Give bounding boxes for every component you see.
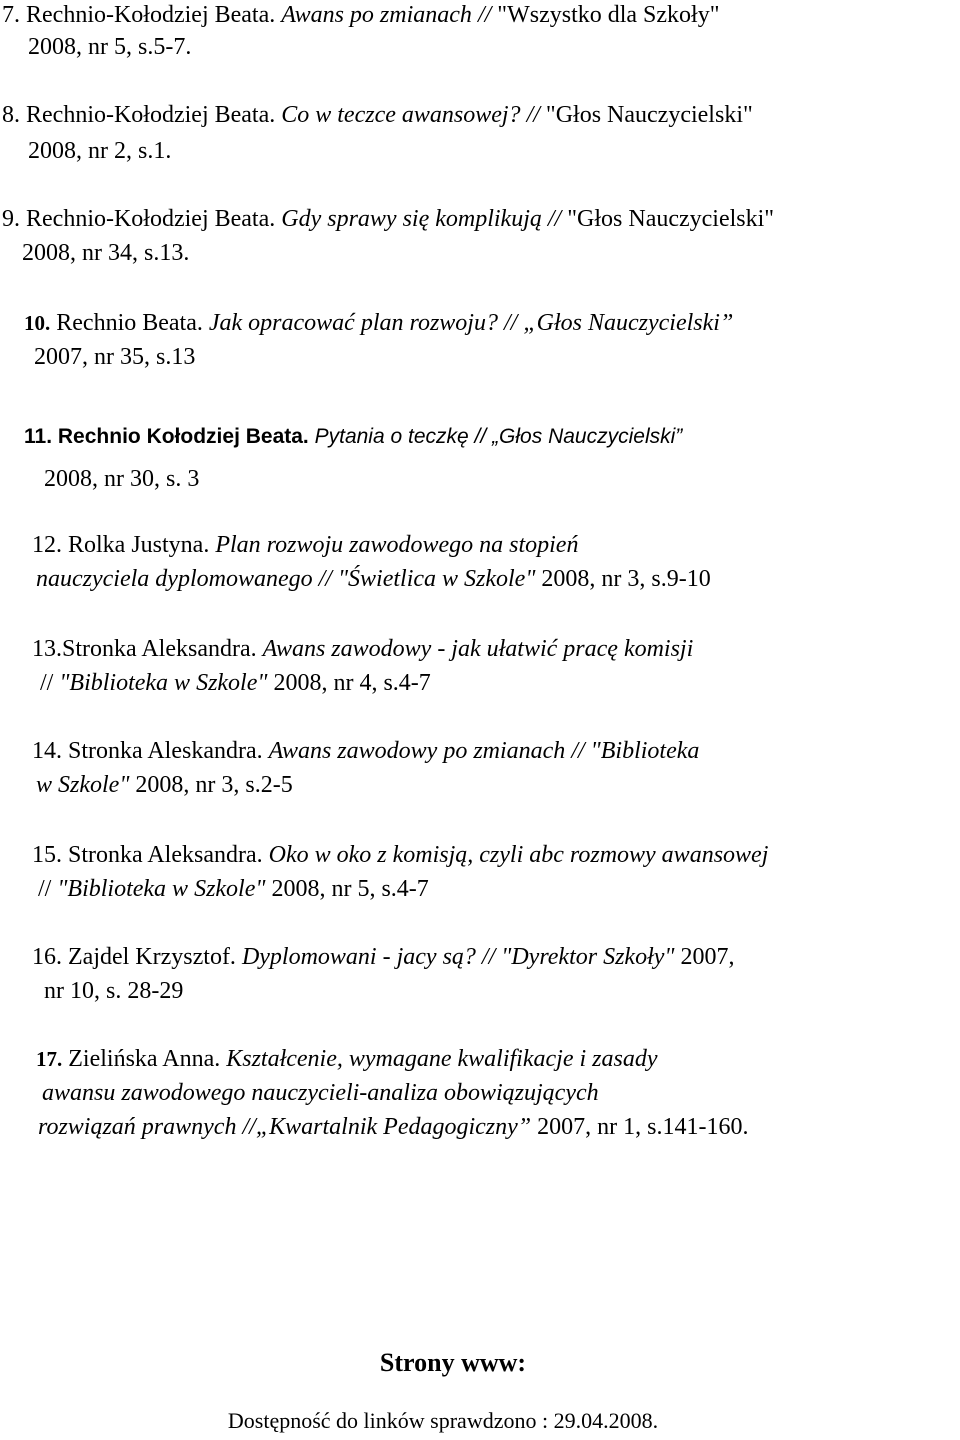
entry-separator: // <box>571 738 585 764</box>
entry-author: Rechnio Beata. <box>56 310 203 336</box>
entry-title-continued: awansu zawodowego nauczycieli-analiza obowiązujących <box>42 1080 599 1106</box>
entry-author: Rechnio Kołodziej Beata. <box>57 425 309 448</box>
entry-source: "Dyrektor Szkoły" <box>501 944 675 970</box>
entry-number: 8. <box>2 102 20 128</box>
entry-title: Awans zawodowy po zmianach <box>268 738 566 764</box>
entry-details: 2008, nr 5, s.5-7. <box>28 34 192 60</box>
entry-author: Zajdel Krzysztof. <box>68 944 236 970</box>
entry-title-continued: rozwiązań prawnych <box>38 1114 237 1140</box>
entry-source-continued: w Szkole" <box>36 772 130 798</box>
entry-title: Jak opracować plan rozwoju? <box>208 310 498 336</box>
entry-number: 7. <box>2 2 20 28</box>
entry-title: Kształcenie, wymagane kwalifikacje i zasady <box>226 1046 658 1072</box>
entry-author: Stronka Aleskandra. <box>68 738 263 764</box>
entry-author: Rechnio-Kołodziej Beata. <box>26 2 276 28</box>
entry-author: Rolka Justyna. <box>68 532 210 558</box>
entry-number: 14. <box>32 738 62 764</box>
entry-author: Stronka Aleksandra. <box>68 842 263 868</box>
entry-title-continued: nauczyciela dyplomowanego <box>36 566 313 592</box>
entry-separator: // <box>38 876 52 902</box>
entry-separator: // <box>547 206 562 232</box>
entry-details: 2008, nr 2, s.1. <box>28 138 172 164</box>
entry-details: 2008, nr 4, s.4-7 <box>273 670 431 696</box>
entry-number: 9. <box>2 206 20 232</box>
entry-title: Oko w oko z komisją, czyli abc rozmowy awansowej <box>268 842 769 868</box>
entry-source: „Głos Nauczycielski” <box>492 425 683 448</box>
entry-details: 2008, nr 3, s.2-5 <box>135 772 293 798</box>
entry-details: 2007, nr 1, s.141-160. <box>537 1114 749 1140</box>
entry-details: 2008, nr 34, s.13. <box>22 240 190 266</box>
entry-title: Co w teczce awansowej? <box>281 102 521 128</box>
entry-source: „Głos Nauczycielski” <box>523 310 734 336</box>
entry-author: Zielińska Anna. <box>68 1046 221 1072</box>
entry-source: "Głos Nauczycielski" <box>567 206 775 232</box>
entry-details: 2008, nr 3, s.9-10 <box>541 566 711 592</box>
entry-details-continued: nr 10, s. 28-29 <box>44 978 184 1004</box>
entry-title: Awans po zmianach <box>281 2 472 28</box>
entry-source: "Biblioteka w Szkole" <box>57 876 266 902</box>
link-check-note: Dostępność do linków sprawdzono : 29.04.2008. <box>227 1408 659 1433</box>
entry-separator: // <box>477 2 492 28</box>
entry-separator: // <box>503 310 518 336</box>
entry-source: "Biblioteka w Szkole" <box>59 670 268 696</box>
entry-details: 2007, nr 35, s.13 <box>34 344 196 370</box>
entry-separator: // <box>481 944 496 970</box>
entry-author: Stronka Aleksandra. <box>62 636 257 662</box>
entry-number: 16. <box>32 944 62 970</box>
entry-separator: // <box>242 1114 256 1140</box>
entry-author: Rechnio-Kołodziej Beata. <box>26 102 276 128</box>
entry-source: "Wszystko dla Szkoły" <box>497 2 720 28</box>
entry-number: 12. <box>32 532 62 558</box>
entry-source: "Głos Nauczycielski" <box>545 102 753 128</box>
entry-separator: // <box>474 425 487 448</box>
entry-separator: // <box>318 566 332 592</box>
entry-source: "Świetlica w Szkole" <box>337 566 536 592</box>
entry-source: "Biblioteka <box>590 738 700 764</box>
entry-title: Dyplomowani - jacy są? <box>241 944 476 970</box>
entry-title: Plan rozwoju zawodowego na stopień <box>215 532 579 558</box>
entry-number: 15. <box>32 842 62 868</box>
entry-number: 11. <box>24 425 53 448</box>
entry-details: 2008, nr 5, s.4-7 <box>271 876 429 902</box>
entry-details: 2008, nr 30, s. 3 <box>44 466 200 492</box>
entry-title: Gdy sprawy się komplikują <box>281 206 542 232</box>
entry-author: Rechnio-Kołodziej Beata. <box>26 206 276 232</box>
entry-title: Awans zawodowy - jak ułatwić pracę komisji <box>262 636 694 662</box>
section-heading: Strony www: <box>379 1348 527 1377</box>
entry-number: 10. <box>24 311 51 335</box>
entry-separator: // <box>40 670 54 696</box>
entry-separator: // <box>526 102 540 128</box>
entry-number: 17. <box>36 1047 63 1071</box>
entry-number: 13. <box>32 636 62 662</box>
entry-title: Pytania o teczkę <box>314 425 469 448</box>
entry-details: 2007, <box>680 944 735 970</box>
entry-source: „Kwartalnik Pedagogiczny” <box>255 1114 532 1140</box>
